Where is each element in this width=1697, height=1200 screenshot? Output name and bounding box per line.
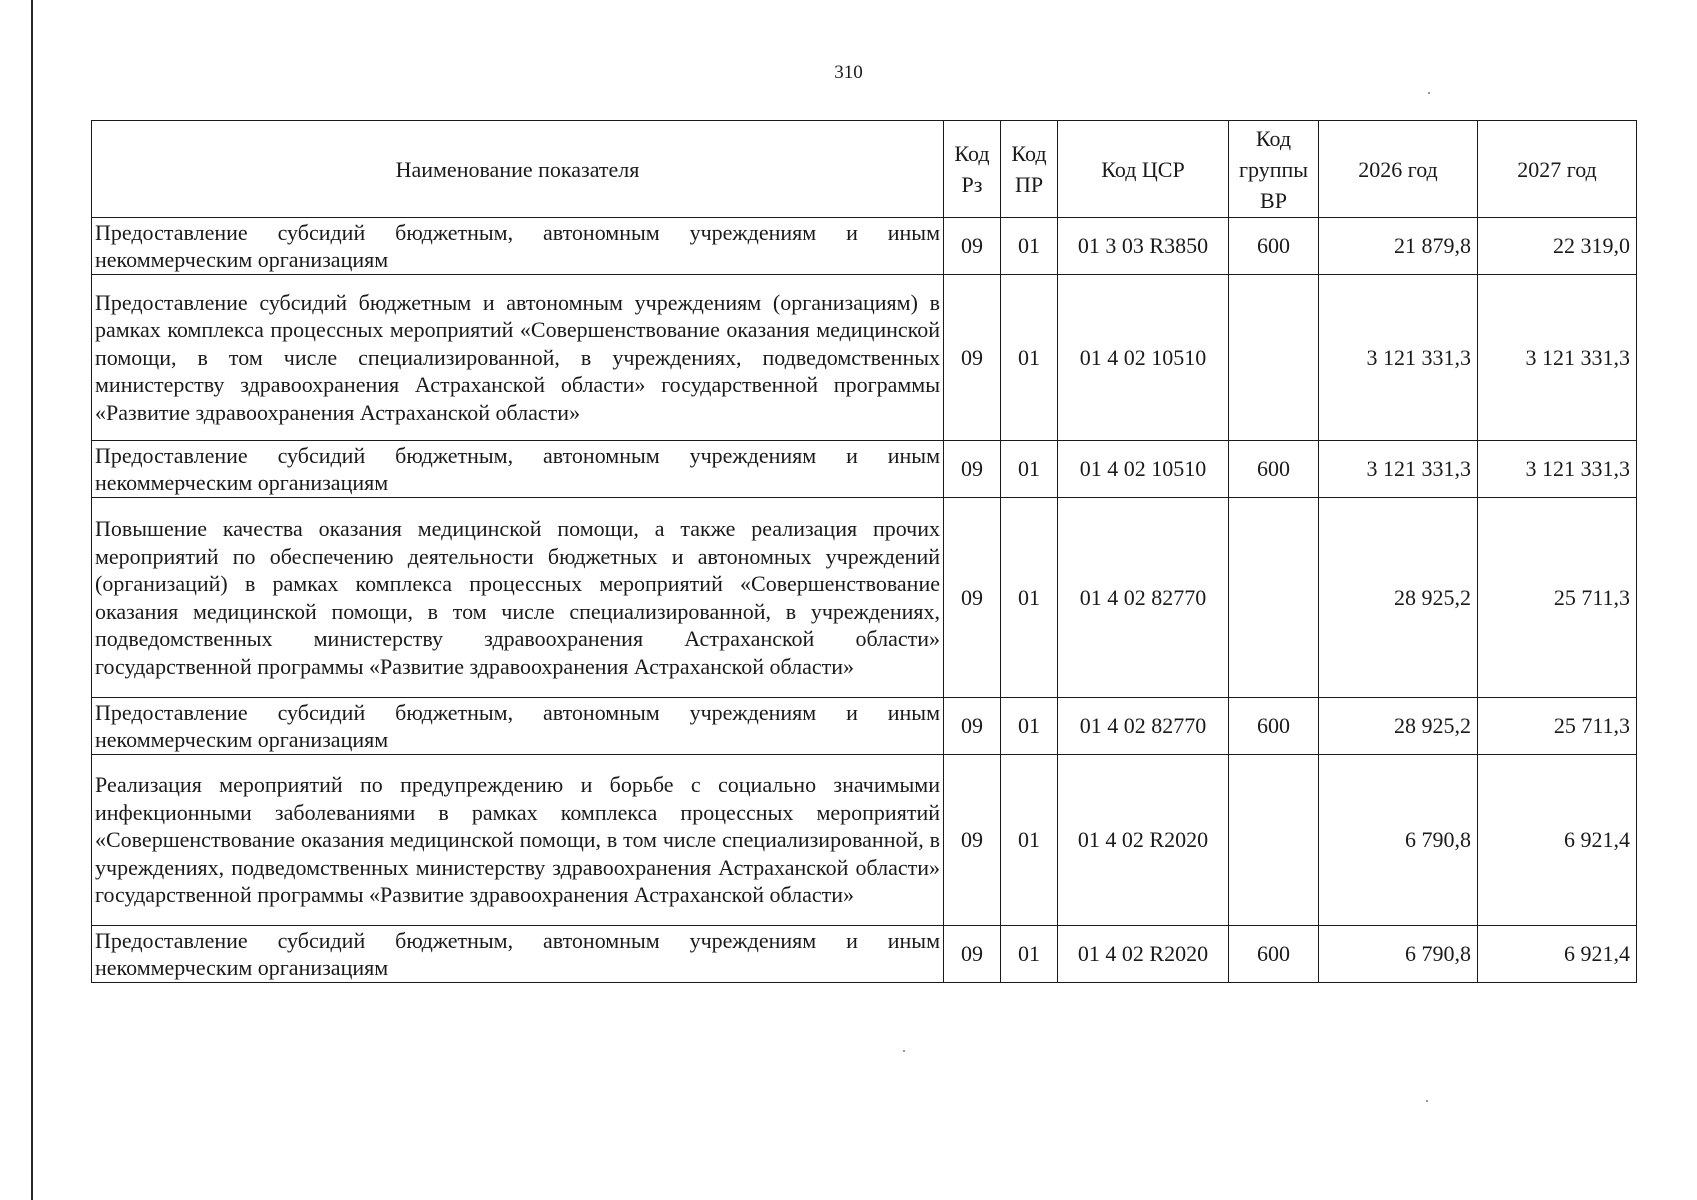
row-csr: 01 4 02 82770 xyxy=(1058,698,1229,755)
header-2026: 2026 год xyxy=(1319,121,1478,218)
row-pr: 01 xyxy=(1001,498,1058,698)
row-pr: 01 xyxy=(1001,218,1058,275)
row-rz: 09 xyxy=(944,498,1001,698)
row-2026: 6 790,8 xyxy=(1319,926,1478,983)
row-name: Реализация мероприятий по предупреждению и борьбе с социально значимыми инфекционными заболеваниями в рамках комплекса процессных мероприятий «Совершенствование оказания медицинской помощи, в том числе специализированной, в учреждениях, подведомственных министерству здравоохранения Астраханской области» государственной программы «Развитие здравоохранения Астраханской области» xyxy=(92,755,944,926)
row-2027: 6 921,4 xyxy=(1478,755,1637,926)
row-2027: 25 711,3 xyxy=(1478,498,1637,698)
header-vr: Код группы ВР xyxy=(1229,121,1319,218)
row-rz: 09 xyxy=(944,926,1001,983)
budget-table xyxy=(91,120,1637,983)
header-csr: Код ЦСР xyxy=(1058,121,1229,218)
table-row xyxy=(92,275,1637,441)
row-name: Предоставление субсидий бюджетным и автономным учреждениям (организациям) в рамках комплекса процессных мероприятий «Совершенствование оказания медицинской помощи, в том числе специализированной, в учреждениях, подведомственных министерству здравоохранения Астраханской области» государственной программы «Развитие здравоохранения Астраханской области» xyxy=(92,275,944,441)
row-2026: 28 925,2 xyxy=(1319,698,1478,755)
row-csr: 01 4 02 82770 xyxy=(1058,498,1229,698)
row-csr: 01 4 02 R2020 xyxy=(1058,926,1229,983)
row-rz: 09 xyxy=(944,441,1001,498)
row-rz: 09 xyxy=(944,698,1001,755)
row-2027: 22 319,0 xyxy=(1478,218,1637,275)
row-vr: 600 xyxy=(1229,441,1319,498)
row-name: Повышение качества оказания медицинской помощи, а также реализация прочих мероприятий по обеспечению деятельности бюджетных и автономных учреждений (организаций) в рамках комплекса процессных мероприятий «Совершенствование оказания медицинской помощи, в том числе специализированной, в учреждениях, подведомственных министерству здравоохранения Астраханской области» государственной программы «Развитие здравоохранения Астраханской области» xyxy=(92,498,944,698)
row-pr: 01 xyxy=(1001,441,1058,498)
row-csr: 01 4 02 R2020 xyxy=(1058,755,1229,926)
row-name: Предоставление субсидий бюджетным, автономным учреждениям и иным некоммерческим организациям xyxy=(92,926,944,983)
row-vr xyxy=(1229,275,1319,441)
row-2026: 28 925,2 xyxy=(1319,498,1478,698)
row-name: Предоставление субсидий бюджетным, автономным учреждениям и иным некоммерческим организациям xyxy=(92,441,944,498)
table-row xyxy=(92,441,1637,498)
row-rz: 09 xyxy=(944,755,1001,926)
row-vr: 600 xyxy=(1229,218,1319,275)
table-row xyxy=(92,698,1637,755)
row-name: Предоставление субсидий бюджетным, автономным учреждениям и иным некоммерческим организациям xyxy=(92,218,944,275)
row-2026: 6 790,8 xyxy=(1319,755,1478,926)
table-row xyxy=(92,218,1637,275)
row-csr: 01 3 03 R3850 xyxy=(1058,218,1229,275)
scan-speck xyxy=(903,1050,905,1052)
row-pr: 01 xyxy=(1001,755,1058,926)
row-vr: 600 xyxy=(1229,926,1319,983)
header-pr: Код ПР xyxy=(1001,121,1058,218)
row-vr: 600 xyxy=(1229,698,1319,755)
table-header-row xyxy=(92,121,1637,218)
row-2027: 25 711,3 xyxy=(1478,698,1637,755)
page-number: 310 xyxy=(834,62,863,83)
scan-speck xyxy=(1426,1100,1428,1102)
row-2026: 3 121 331,3 xyxy=(1319,275,1478,441)
table-row xyxy=(92,755,1637,926)
table-row xyxy=(92,926,1637,983)
row-2026: 3 121 331,3 xyxy=(1319,441,1478,498)
row-2027: 3 121 331,3 xyxy=(1478,441,1637,498)
row-2026: 21 879,8 xyxy=(1319,218,1478,275)
row-2027: 3 121 331,3 xyxy=(1478,275,1637,441)
row-rz: 09 xyxy=(944,218,1001,275)
row-name: Предоставление субсидий бюджетным, автономным учреждениям и иным некоммерческим организациям xyxy=(92,698,944,755)
table-row xyxy=(92,498,1637,698)
row-pr: 01 xyxy=(1001,926,1058,983)
row-vr xyxy=(1229,498,1319,698)
header-rz: Код Рз xyxy=(944,121,1001,218)
row-csr: 01 4 02 10510 xyxy=(1058,275,1229,441)
header-name: Наименование показателя xyxy=(92,121,944,218)
scan-edge-line xyxy=(31,0,33,1200)
header-2027: 2027 год xyxy=(1478,121,1637,218)
row-csr: 01 4 02 10510 xyxy=(1058,441,1229,498)
row-vr xyxy=(1229,755,1319,926)
row-rz: 09 xyxy=(944,275,1001,441)
scan-speck xyxy=(1428,92,1430,94)
row-pr: 01 xyxy=(1001,275,1058,441)
row-pr: 01 xyxy=(1001,698,1058,755)
row-2027: 6 921,4 xyxy=(1478,926,1637,983)
